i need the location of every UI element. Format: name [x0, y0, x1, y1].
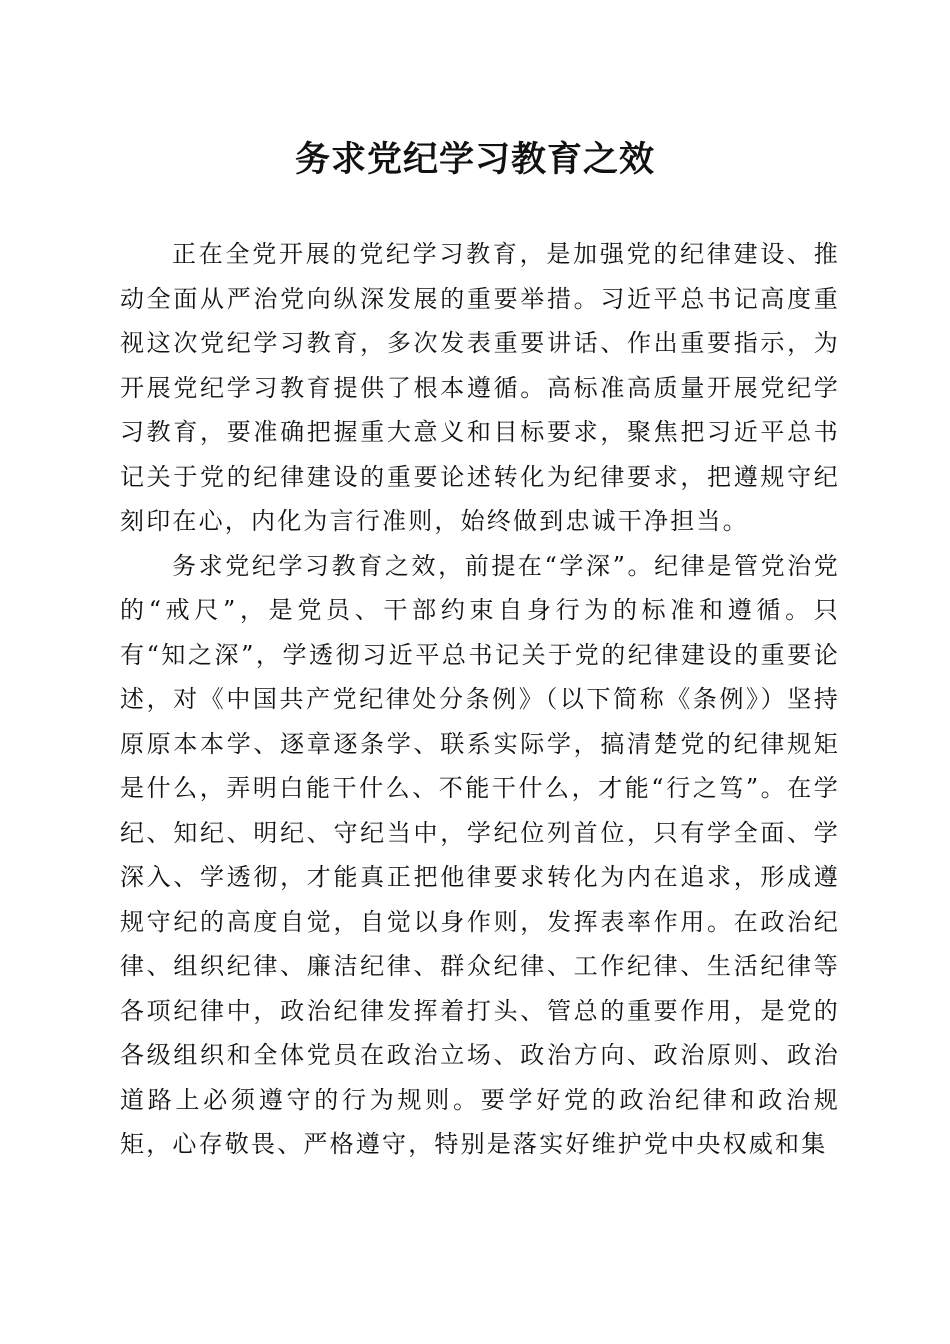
paragraph-2: 务求党纪学习教育之效，前提在“学深”。纪律是管党治党的“戒尺”，是党员、干部约束自身行为的标准和遵循。只有“知之深”，学透彻习近平总书记关于党的纪律建设的重要论述，对《中国共产党纪律处分条例》（以下简称《条例》）坚持原原本本学、逐章逐条学、联系实际学，搞清楚党的纪律规矩是什么，弄明白能干什么、不能干什么，才能“行之笃”。在学纪、知纪、明纪、守纪当中，学纪位列首位，只有学全面、学深入、学透彻，才能真正把他律要求转化为内在追求，形成遵规守纪的高度自觉，自觉以身作则，发挥表率作用。在政治纪律、组织纪律、廉洁纪律、群众纪律、工作纪律、生活纪律等各项纪律中，政治纪律发挥着打头、管总的重要作用，是党的各级组织和全体党员在政治立场、政治方向、政治原则、政治道路上必须遵守的行为规则。要学好党的政治纪律和政治规矩，心存敬畏、严格遵守，特别是落实好维护党中央权威和集 [120, 551, 840, 1158]
paragraph-1: 正在全党开展的党纪学习教育，是加强党的纪律建设、推动全面从严治党向纵深发展的重要举措。习近平总书记高度重视这次党纪学习教育，多次发表重要讲话、作出重要指示，为开展党纪学习教育提供了根本遵循。高标准高质量开展党纪学习教育，要准确把握重大意义和目标要求，聚焦把习近平总书记关于党的纪律建设的重要论述转化为纪律要求，把遵规守纪刻印在心，内化为言行准则，始终做到忠诚干净担当。 [120, 240, 840, 535]
document-body [120, 232, 840, 1167]
document-title: 务求党纪学习教育之效 [294, 139, 655, 180]
